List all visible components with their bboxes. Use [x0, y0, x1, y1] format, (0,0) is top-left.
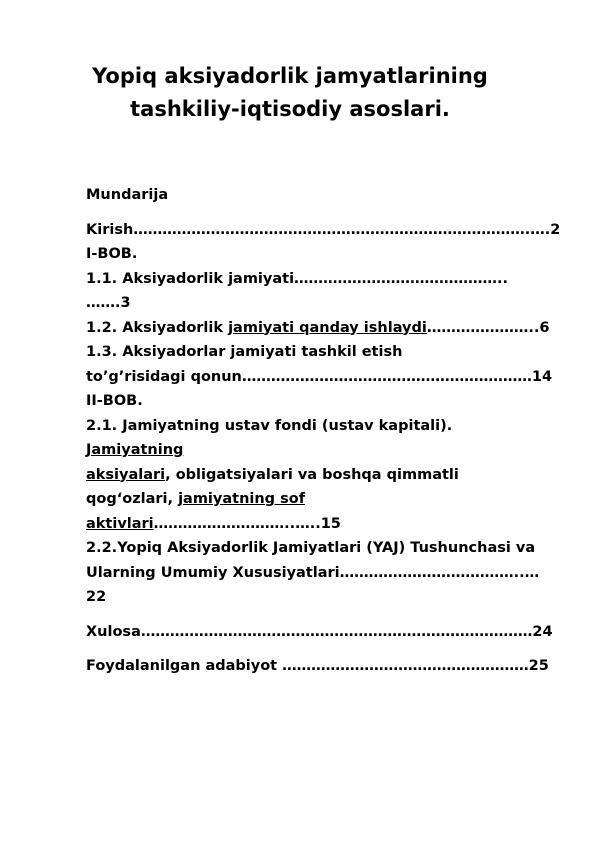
title-line-2: tashkiliy-iqtisodiy asoslari. [130, 97, 450, 121]
toc-item-2-2-line-2: Ularning Umumiy Xususiyatlari………………………………..…22 [86, 564, 540, 605]
toc-item-2-1-line-3 [86, 487, 554, 536]
title-line-1: Yopiq aksiyadorlik jamyatlarining [92, 64, 488, 88]
toc-item-1-2-post: …………………..6 [426, 319, 550, 336]
table-of-contents [86, 183, 561, 679]
toc-item-2-1-link-1[interactable]: Jamiyatning [86, 442, 184, 458]
toc-references: Foydalanilgan adabiyot ……………………………………………25 [86, 658, 549, 674]
toc-item-2-1-line-2 [86, 463, 554, 488]
toc-item-1-1-page: …….3 [86, 295, 131, 311]
toc-conclusion: Xulosa………………………………………………………………………24 [86, 623, 553, 640]
toc-item-2-1-link-2[interactable]: jamiyatning sof aktivlari [86, 491, 306, 532]
toc-item-1-3-line-1: 1.3. Aksiyadorlar jamiyati tashkil etish [86, 344, 403, 360]
toc-item-2-1-c: qog‘ozlari, [86, 491, 179, 507]
toc-item-2-1-post: ………………………..…..15 [153, 515, 341, 532]
toc-chapter-2: II-BOB. [86, 393, 143, 409]
toc-item-2-2-line-1: 2.2.Yopiq Aksiyadorlik Jamiyatlari (YAJ) Tushunchasi va [86, 540, 536, 556]
toc-item-2-1-link-1b[interactable]: aksiyalari [86, 466, 166, 483]
toc-item-1-1 [86, 267, 554, 292]
toc-chapter-1: I-BOB. [86, 246, 138, 262]
toc-heading: Mundarija [86, 187, 169, 203]
toc-item-2-1-line-1 [86, 414, 554, 463]
toc-item-2-1-mid: , obligatsiyalari va boshqa qimmatli [165, 466, 459, 483]
toc-item-2-1-pre: 2.1. Jamiyatning ustav fondi (ustav kapitali). [86, 417, 453, 434]
toc-item-1-1-text: 1.1. Aksiyadorlik jamiyati…………………………………….. [86, 270, 509, 287]
toc-item-1-2-pre: 1.2. Aksiyadorlik [86, 319, 229, 336]
toc-item-1-3-line-2: to’g’risidagi qonun……………………………………………………14 [86, 368, 553, 385]
toc-item-1-2-link[interactable]: jamiyati qanday ishlaydi [228, 319, 427, 336]
page-title [40, 60, 540, 126]
toc-intro: Kirish……………………………………………………………………….….2 [86, 221, 561, 238]
toc-item-1-2 [86, 316, 554, 341]
